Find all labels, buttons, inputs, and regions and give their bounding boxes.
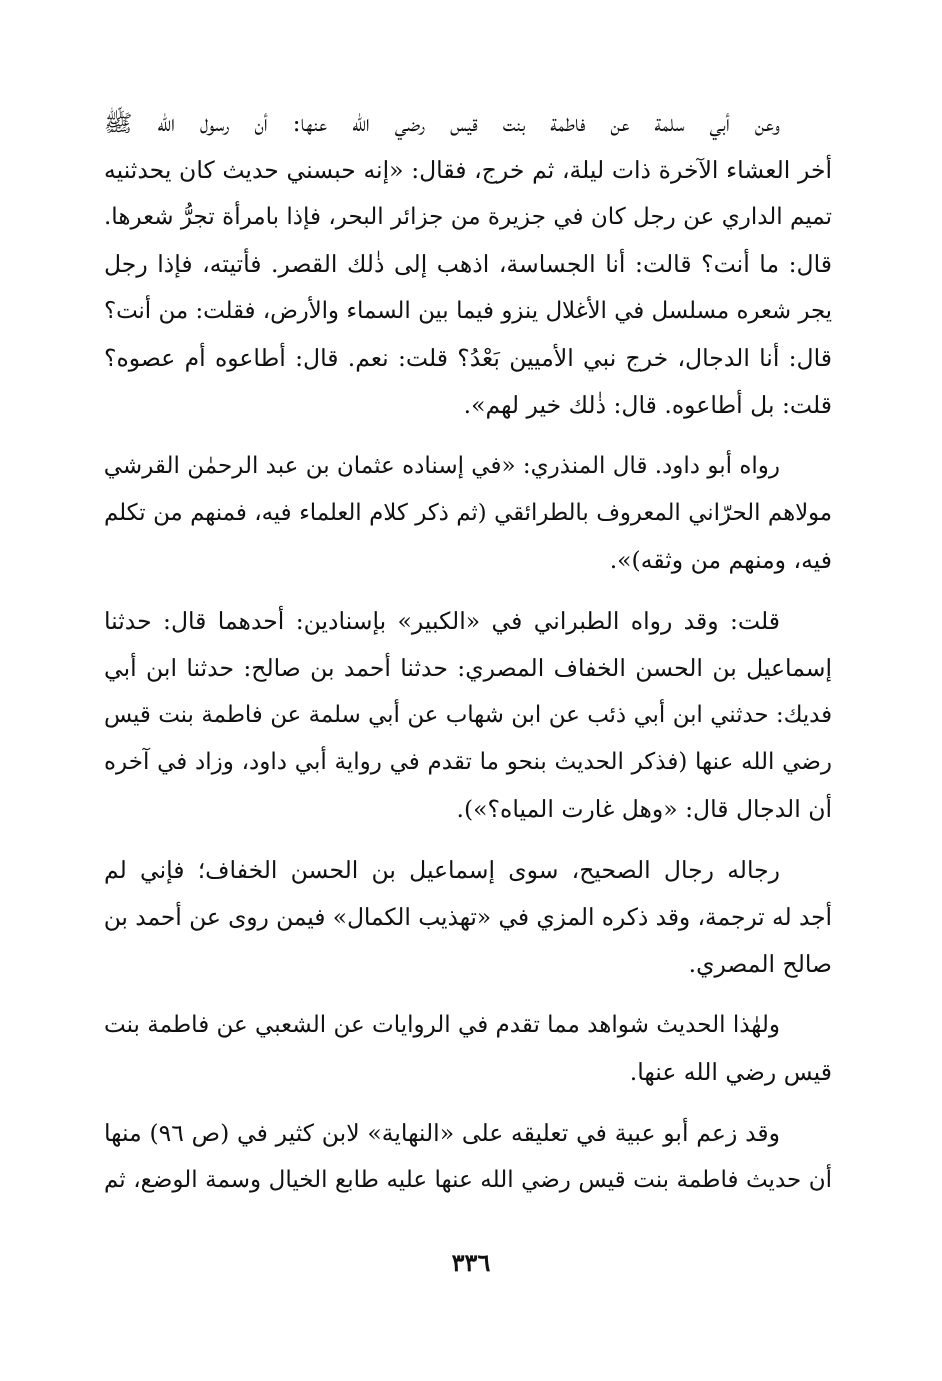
text-line: أخر العشاء الآخرة ذات ليلة، ثم خرج، فقال: «إنه حبسني حديث كان يحدثنيه (104, 156, 832, 184)
text-line: قلت: وقد رواه الطبراني في «الكبير» بإسنادين: أحدهما قال: حدثنا (104, 607, 780, 635)
paragraph-abu-ubayya (104, 1110, 832, 1204)
text-line: رواه أبو داود. قال المنذري: «في إسناده عثمان بن عبد الرحمٰن القرشي (104, 453, 780, 479)
text-line: ولهٰذا الحديث شواهد مما تقدم في الروايات عن الشعبي عن فاطمة بنت (104, 1012, 780, 1038)
text-line: يجر شعره مسلسل في الأغلال ينزو فيما بين السماء والأرض، فقلت: من أنت؟ (104, 298, 832, 324)
paragraph-witnesses (104, 1002, 832, 1096)
paragraph-mundhiri (104, 443, 832, 584)
text-line: فيه، ومنهم من وثقه)». (609, 546, 832, 574)
text-line: أن حديث فاطمة بنت قيس رضي الله عنها عليه طابع الخيال وسمة الوضع، ثم (104, 1167, 832, 1193)
text-line: أن الدجال قال: «وهل غارت المياه؟»). (456, 795, 832, 823)
page-body (104, 100, 832, 1218)
paragraph-hadith (104, 100, 832, 429)
page-number: ٣٣٦ (451, 1248, 491, 1277)
text-line: مولاهم الحرّاني المعروف بالطرائقي (ثم ذكر كلام العلماء فيه، فمنهم من تكلم (104, 500, 832, 526)
text-line: وقد زعم أبو عبية في تعليقه على «النهاية» لابن كثير في (ص ٩٦) منها (104, 1119, 781, 1147)
text-line: وعن أبي سلمة عن فاطمة بنت قيس رضي الله عنها: أن رسول الله ﷺ (104, 109, 780, 137)
text-line: رضي الله عنها (فذكر الحديث بنحو ما تقدم في رواية أبي داود، وزاد في آخره (104, 749, 832, 775)
text-line: قلت: بل أطاعوه. قال: ذٰلك خير لهم». (463, 391, 832, 419)
text-line: فديك: حدثني ابن أبي ذئب عن ابن شهاب عن أبي سلمة عن فاطمة بنت قيس (104, 702, 832, 728)
text-line: قيس رضي الله عنها. (629, 1058, 832, 1086)
text-line: رجاله رجال الصحيح، سوى إسماعيل بن الحسن الخفاف؛ فإني لم (104, 856, 780, 884)
text-line: قال: ما أنت؟ قالت: أنا الجساسة، اذهب إلى ذٰلك القصر. فأتيته، فإذا رجل (104, 250, 832, 278)
text-line: إسماعيل بن الحسن الخفاف المصري: حدثنا أحمد بن صالح: حدثنا ابن أبي (104, 654, 832, 682)
paragraph-narrators (104, 847, 832, 988)
text-line: صالح المصري. (688, 950, 832, 978)
paragraph-tabarani (104, 598, 832, 833)
text-line: تميم الداري عن رجل كان في جزيرة من جزائر البحر، فإذا بامرأة تجرُّ شعرها. (104, 204, 832, 230)
text-line: قال: أنا الدجال، خرج نبي الأميين بَعْدُ؟ قلت: نعم. قال: أطاعوه أم عصوه؟ (104, 344, 832, 372)
text-line: أجد له ترجمة، وقد ذكره المزي في «تهذيب الكمال» فيمن روى عن أحمد بن (104, 904, 832, 931)
